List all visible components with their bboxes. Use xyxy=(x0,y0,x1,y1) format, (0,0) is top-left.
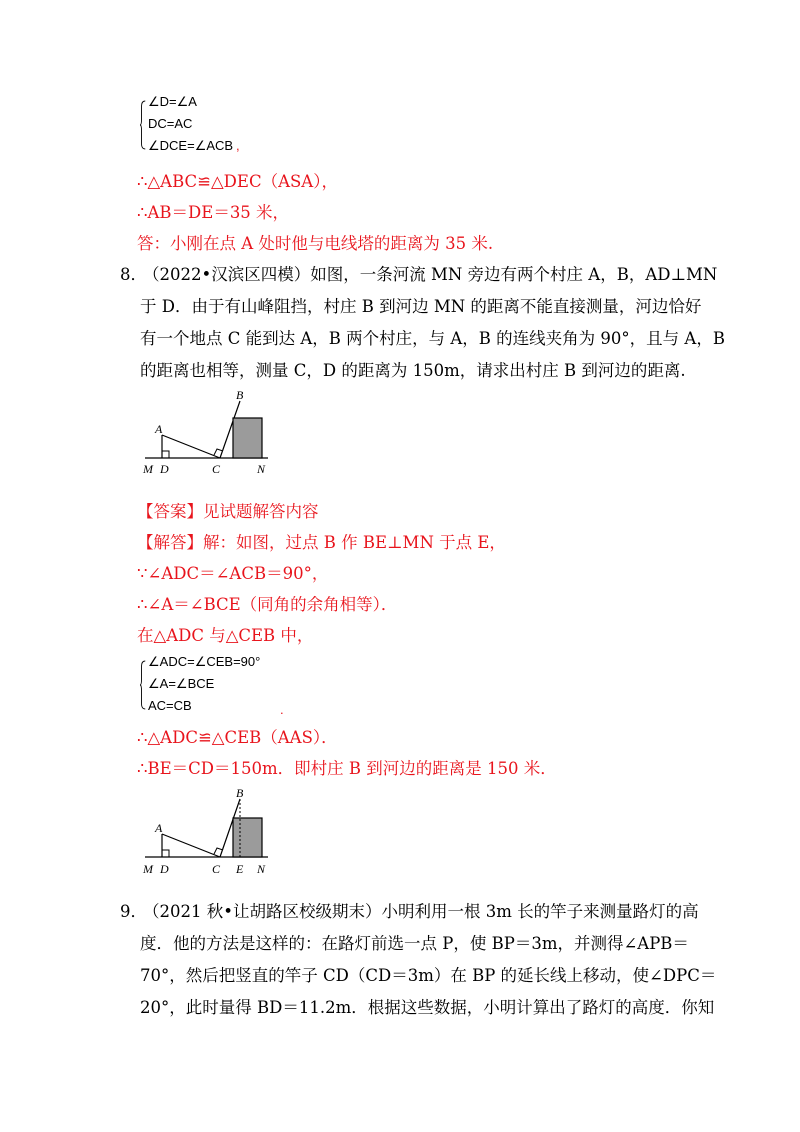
problem-9-text: 20°，此时量得 BD＝11.2m．根据这些数据，小明计算出了路灯的高度．你知 xyxy=(140,998,715,1017)
label-c: C xyxy=(212,862,221,876)
conclusion-line: ∴△ABC≌△DEC（ASA）， xyxy=(137,172,338,191)
right-angle-mark xyxy=(162,850,169,857)
label-b: B xyxy=(236,388,244,402)
label-c: C xyxy=(212,462,221,476)
solution-line: 【解答】解：如图，过点 B 作 BE⊥MN 于点 E， xyxy=(137,533,506,552)
system2-row: AC=CB xyxy=(148,698,192,713)
problem-9-text: 度．他的方法是这样的：在路灯前选一点 P，使 BP＝3m，并测得∠APB＝ xyxy=(140,934,689,953)
problem-8-text: 有一个地点 C 能到达 A，B 两个村庄，与 A，B 的连线夹角为 90°，且与 A，B xyxy=(140,329,725,348)
mountain-block xyxy=(233,818,262,857)
label-a: A xyxy=(155,422,163,436)
problem-8-text: 的距离也相等，测量 C，D 的距离为 150m，请求出村庄 B 到河边的距离. xyxy=(140,361,686,380)
figure-river-villages xyxy=(140,385,290,480)
system1-comma: , xyxy=(236,138,240,153)
problem-8-text: 于 D．由于有山峰阻挡，村庄 B 到河边 MN 的距离不能直接测量，河边恰好 xyxy=(140,297,702,316)
solution-line: ∵∠ADC＝∠ACB＝90°， xyxy=(137,564,329,583)
problem-8-text: （2022•汉滨区四模）如图，一条河流 MN 旁边有两个村庄 A，B，AD⊥MN xyxy=(143,265,718,284)
segment-ac xyxy=(162,834,220,857)
segment-ac xyxy=(162,435,220,458)
conclusion-line: ∴AB＝DE＝35 米， xyxy=(137,203,290,222)
system2-period: . xyxy=(280,702,284,717)
label-b: B xyxy=(236,786,244,800)
problem-9-text: 70°，然后把竖直的竿子 CD（CD＝3m）在 BP 的延长线上移动，使∠DPC＝ xyxy=(140,966,717,985)
system1-row: DC=AC xyxy=(148,116,193,131)
answer-tag: 【答案】见试题解答内容 xyxy=(137,502,319,521)
solution-line: ∴∠A＝∠BCE（同角的余角相等）． xyxy=(137,595,398,614)
system1-row: ∠D=∠A xyxy=(148,94,197,109)
label-m: M xyxy=(143,862,153,876)
label-a: A xyxy=(155,821,163,835)
label-d: D xyxy=(160,462,169,476)
system2-row: ∠A=∠BCE xyxy=(148,676,215,691)
label-n: N xyxy=(257,862,266,876)
label-n: N xyxy=(257,462,266,476)
brace-icon xyxy=(140,92,146,158)
conclusion-line: ∴BE＝CD＝150m．即村庄 B 到河边的距离是 150 米． xyxy=(137,759,557,778)
problem-8-number: 8． xyxy=(120,265,147,284)
problem-9-text: （2021 秋•让胡路区校级期末）小明利用一根 3m 长的竿子来测量路灯的高 xyxy=(143,902,699,921)
right-angle-mark xyxy=(162,451,169,458)
brace-icon xyxy=(140,652,146,718)
label-e: E xyxy=(236,862,244,876)
equation-system-2 xyxy=(140,652,300,718)
system1-row: ∠DCE=∠ACB xyxy=(148,138,234,153)
label-d: D xyxy=(160,862,169,876)
problem-9-number: 9． xyxy=(120,902,147,921)
answer-line: 答：小刚在点 A 处时他与电线塔的距离为 35 米. xyxy=(137,234,494,253)
equation-system-1 xyxy=(140,92,280,158)
solution-line: 在△ADC 与△CEB 中， xyxy=(137,626,314,645)
label-m: M xyxy=(143,462,153,476)
conclusion-line: ∴△ADC≌△CEB（AAS）． xyxy=(137,728,338,747)
mountain-block xyxy=(233,418,262,458)
figure-solution xyxy=(140,782,290,880)
system2-row: ∠ADC=∠CEB=90° xyxy=(148,654,261,669)
